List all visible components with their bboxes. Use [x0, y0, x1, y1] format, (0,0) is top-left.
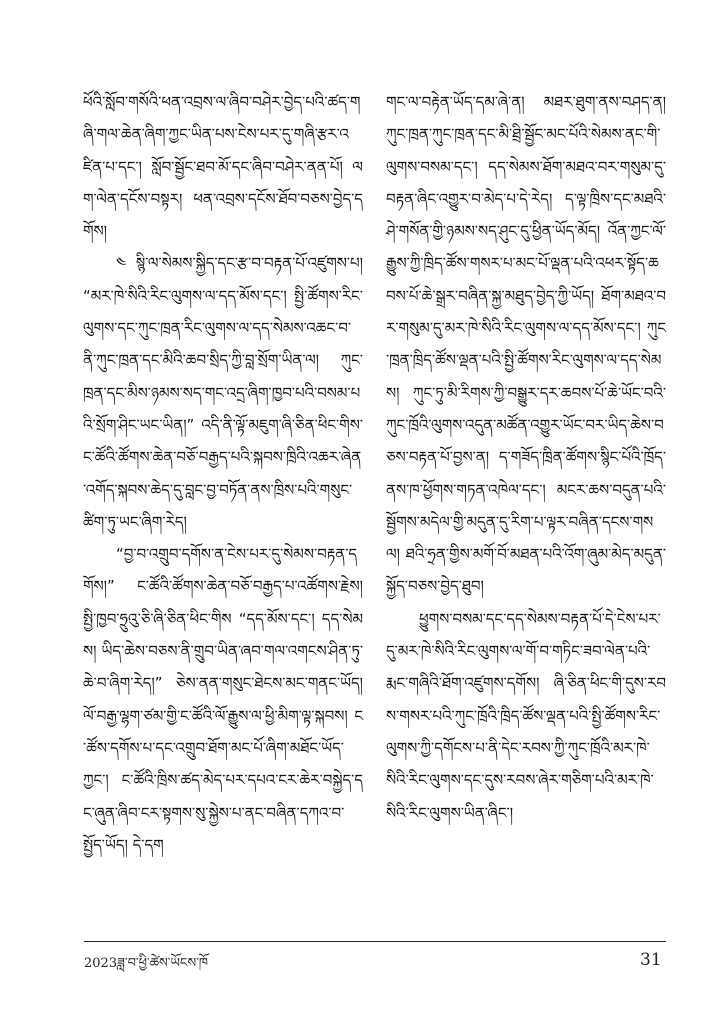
- paragraph: གང་ལ་བརྟེན་ཡོད་དམ་ཞེ་ན། མཐར་ཐུག་ནས་བཤད་ན། ཀུང་ཁྲན་ཀུང་ཁྲན་དང་མི་ཐྲི་སྦྱོང་མང་པོའི་སེམས་ནང་གི་ལུགས་བསམ་དང་། དད་སེམས་ཐོག་མཐའ་བར་གསུམ་དུ་བརྟན་ཞིང་འགྱུར་བ་མེད་པ་དེ་རེད། ད་ལྟ་ཁྲིས་དང་མཐའི་ཤེ་གསོན་གྱི་ཉམས་སད་ཤུང་དུ་ཕྱིན་ཡོད་མོད། འོན་ཀྱང་ལོ་རྒྱུས་ཀྱི་ཁྲིད་ཚོས་གསར་པ་མང་པོ་ལྡན་པའི་འཕར་སྟོད་ཆབས་པོ་ཆེ་སྒྲར་བཞིན་སྐྱ་མཐུད་བྱེད་ཀྱི་ཡོད། ཐོག་མཐའ་བར་གསུམ་དུ་མར་ཁེ་སིའི་རིང་ལུགས་ལ་དད་མོས་དང་། ཀུང་ཁྲན་ཁྲིད་ཚོས་ལྡན་པའི་སྤྱི་ཚོགས་རིང་ལུགས་ལ་དད་སེམས། ཀུང་ཏུ་མི་རིགས་ཀྱི་བསྒྱུར་དར་ཆབས་པོ་ཆེ་ཡོང་བའི་ཀུང་ཁྲོའི་ལུགས་འདུན་མཚོན་འགྱུར་ཡོང་བར་ཡིད་ཆེས་བཅས་བརྟན་པོ་བྱས་ན། ད་གཟོད་ཁྲིན་ཚོགས་སྙིང་པོའི་ཁྲོད་ནས་ཁ་ཕྱོགས་གཏན་འཁེལ་དང་། མངར་ཆས་བདུན་པའི་སྦྱོགས་མདེལ་གྱི་མདུན་དུ་རིག་པ་ལྟར་བཞིན་དངས་གསལ། ཐའི་ཧྲན་གྱིས་མགོ་བོ་མཐན་པའི་འོག་ཞུམ་མེད་མདུན་སྐྱོད་བཅས་བྱེད་ཐུབ།: [386, 93, 666, 596]
- issue-label: 2023ཟླ་བ་ཕྱི་ཚེས་ཡོངས་ཁོ: [84, 956, 209, 971]
- page-number: 31: [640, 950, 662, 970]
- right-text-column: [386, 86, 666, 829]
- paragraph: ཕོའི་སློབ་གསོའི་ཕན་འབྲས་ལ་ཞིབ་བཤེར་བྱེད་པའི་ཚད་གཞི་གལ་ཆེན་ཞིག་ཀྱང་ཡིན་པས་ངེས་པར་དུ་གཞི་རྩར་འཛིན་པ་དང་། སློབ་སྦྱོང་ཐབ་མོ་དང་ཞིབ་བཤེར་ནན་པོ། ལག་ལེན་དངོས་བསྟར། ཕན་འབྲས་དངོས་ཐོབ་བཅས་བྱེད་དགོས།: [83, 93, 363, 241]
- paragraph: “བྱ་བ་འགྲུབ་དགོས་ན་ངེས་པར་དུ་སེམས་བརྟན་དགོས།” ང་ཚོའི་ཚོགས་ཆེན་བཅོ་བརྒྱད་པ་འཚོགས་རྗེས། སྤྱི་ཁྱབ་ཧྲུའུ་ཅི་ཞི་ཅིན་ཕིང་གིས “དད་མོས་དང་། དད་སེམས། ཡིད་ཆེས་བཅས་ནི་གྲུབ་ཡིན་ཞབ་གལ་འགངས་ཤིན་ཏུ་ཆེ་བ་ཞིག་རེད།” ཅེས་ནན་གསུང་ཐེངས་མང་གནང་ཡོད། ལོ་བརྒྱ་ལྷག་ཙམ་གྱི་ང་ཚོའི་ལོ་རྒྱུས་ལ་ཕྱི་མིག་ལྟ་སྐབས། ང་ཚོས་དགོས་པ་དང་འགྲུབ་ཐོག་མང་པོ་ཞིག་མཐོང་ཡོད་ཀྱང་། ང་ཚོའི་ཁྲིས་ཚད་མེད་པར་དཔའ་ངར་ཆེར་བསྐྱེད་དང་ཞུན་ཞིབ་ངར་སྟགས་སུ་སྐྱེས་པ་ནང་བཞིན་དཀའ་བ་སྤྱོད་ཡོད། དེ་དག: [83, 545, 363, 854]
- left-text-column: [83, 86, 363, 861]
- paragraph: ༤ སྙི་ལ་སེམས་སྐྱིད་དང་རྩ་བ་བརྟན་པོ་འཛུགས་པ། “མར་ཁེ་སིའི་རིང་ལུགས་ལ་དད་མོས་དང་། སྤྱི་ཚོགས་རིང་ལུགས་དང་ཀུང་ཁྲན་རིང་ལུགས་ལ་དད་སེམས་འཆང་བ་ནི་ཀུང་ཁྲན་དང་མིའི་ཆབ་སྲིད་ཀྱི་བླ་སྲོག་ཡིན་ལ། ཀུང་ཁྲན་དང་མིས་ཉམས་སད་གང་འདྲ་ཞིག་ཁྱབ་པའི་བསམ་པའི་སྲོག་ཤིང་ཡང་ཡིན།” འདི་ནི་ལྟོ་མཇུག་ཞི་ཅིན་ཕིང་གིས་ང་ཚོའི་ཚོགས་ཆེན་བཅོ་བརྒྱད་པའི་སྐབས་ཁྲིའི་འཆར་ཞེན་འགོད་སྐབས་ཆེད་དུ་བླང་བྱ་བཏོན་ནས་ཁྲིས་པའི་གསུང་ཚིག་ཏུ་ཡང་ཞིག་རེད།: [83, 254, 363, 531]
- footer-divider: [84, 941, 666, 942]
- paragraph: ཕྱུགས་བསམ་དང་དད་སེམས་བརྟན་པོ་དེ་ངེས་པར་དུ་མར་ཁེ་སིའི་རིང་ལུགས་ལ་གོ་བ་གཏིང་ཟབ་ལེན་པའི་རྨང་གཞིའི་ཐོག་འཛུགས་དགོས། ཞི་ཅིན་ཕིང་གི་དུས་རབས་གསར་པའི་ཀུང་ཁྲོའི་ཁྲིད་ཚོས་ལྡན་པའི་སྤྱི་ཚོགས་རིང་ལུགས་ཀྱི་དགོངས་པ་ནི་དེང་རབས་ཀྱི་ཀུང་ཁྲོའི་མར་ཁེ་སིའི་རིང་ལུགས་དང་དུས་རབས་ཞེར་གཅིག་པའི་མར་ཁེ་སིའི་རིང་ལུགས་ཡིན་ཞིང་།: [386, 609, 666, 822]
